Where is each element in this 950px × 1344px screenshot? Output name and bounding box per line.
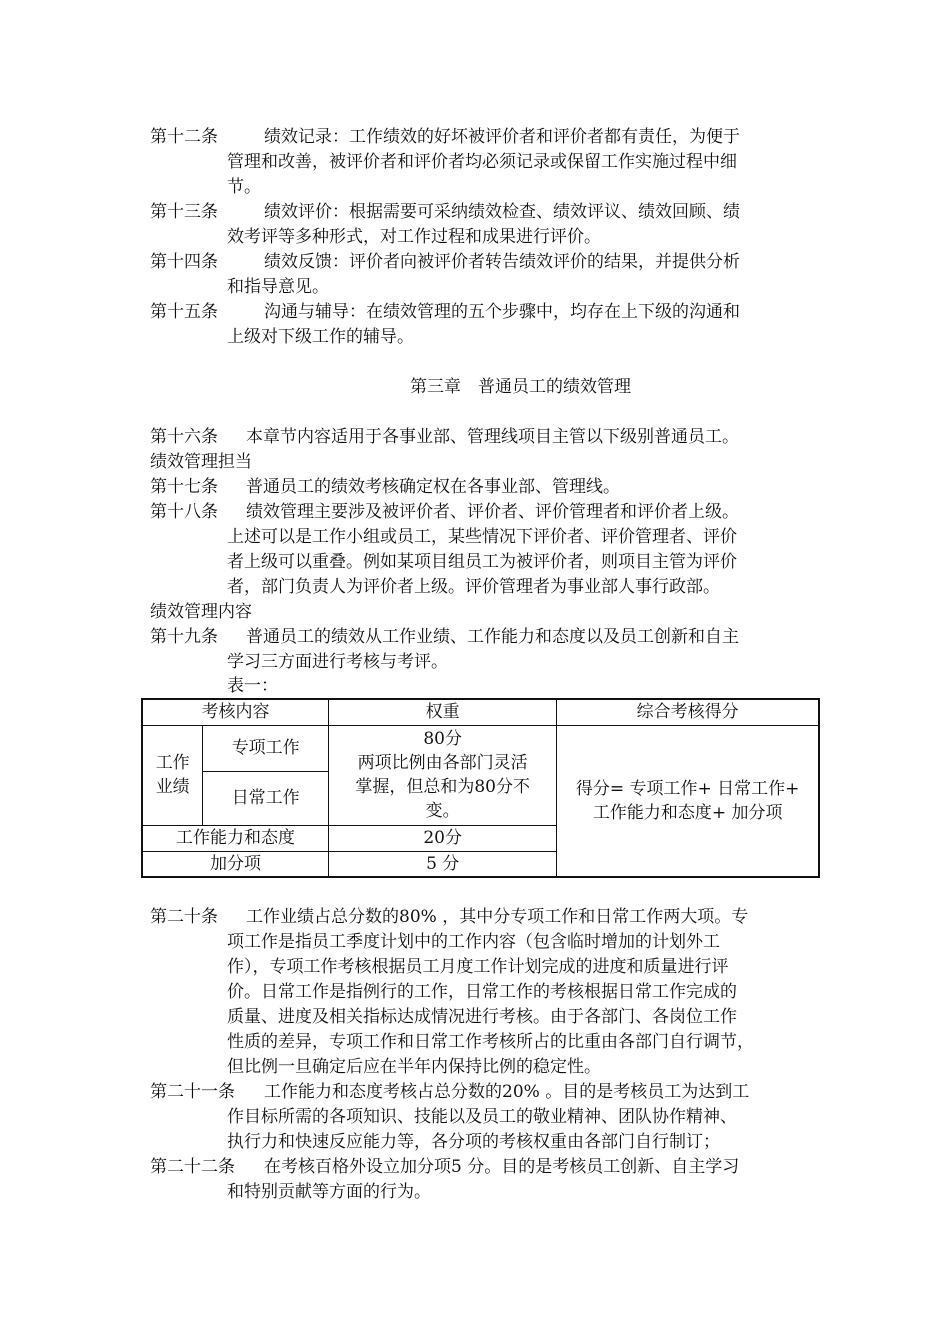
article-20-line-4: 价。日常工作是指例行的工作，日常工作的考核根据日常工作完成的 [227,982,737,1002]
article-20-label: 第二十条 [150,907,218,927]
article-15-label: 第十五条 [150,302,218,322]
section-heading-responsibility: 绩效管理担当 [150,452,252,472]
article-13-line-2: 效考评等多种形式，对工作过程和成果进行评价。 [227,227,601,247]
table-header-row [142,699,819,725]
article-20-line-1: 工作业绩占总分数的80% ，其中分专项工作和日常工作两大项。专 [246,907,749,927]
article-22-label: 第二十二条 [150,1157,235,1177]
article-20-line-7: 但比例一旦确定后应在半年内保持比例的稳定性。 [227,1057,601,1077]
article-14-line-2: 和指导意见。 [227,277,329,297]
article-18-label: 第十八条 [150,502,218,522]
chapter-title: 第三章 普通员工的绩效管理 [410,377,631,397]
cell-weight-ability: 20分 [329,825,557,851]
article-16-text: 本章节内容适用于各事业部、管理线项目主管以下级别普通员工。 [246,427,739,447]
article-20-line-2: 项工作是指员工季度计划中的工作内容（包含临时增加的计划外工 [227,932,720,952]
article-13-label: 第十三条 [150,202,218,222]
article-15-line-2: 上级对下级工作的辅导。 [227,327,414,347]
section-heading-content: 绩效管理内容 [150,602,252,622]
article-18-line-3: 者上级可以重叠。例如某项目组员工为被评价者，则项目主管为评价 [227,552,737,572]
article-18-line-4: 者，部门负责人为评价者上级。评价管理者为事业部人事行政部。 [227,577,720,597]
cell-weight-bonus: 5 分 [329,851,557,877]
article-18-line-1: 绩效管理主要涉及被评价者、评价者、评价管理者和评价者上级。 [246,502,739,522]
article-12-line-1: 绩效记录：工作绩效的好坏被评价者和评价者都有责任，为便于 [264,127,740,147]
article-13-line-1: 绩效评价：根据需要可采纳绩效检查、绩效评议、绩效回顾、绩 [264,202,740,222]
article-19-line-1: 普通员工的绩效从工作业绩、工作能力和态度以及员工创新和自主 [246,627,739,647]
article-20-line-3: 作），专项工作考核根据员工月度工作计划完成的进度和质量进行评 [227,957,729,977]
article-18-line-2: 上述可以是工作小组或员工，某些情况下评价者、评价管理者、评价 [227,527,737,547]
article-12-line-2: 管理和改善，被评价者和评价者均必须记录或保留工作实施过程中细 [227,152,737,172]
cell-special-work: 专项工作 [203,725,329,771]
article-22-line-1: 在考核百格外设立加分项5 分。目的是考核员工创新、自主学习 [264,1157,740,1177]
article-19-line-2: 学习三方面进行考核与考评。 [227,652,448,672]
table-caption: 表一： [227,676,278,696]
cell-bonus: 加分项 [142,851,329,877]
group-work-performance: 工作 业绩 [142,725,203,825]
article-17-label: 第十七条 [150,477,218,497]
header-weight: 权重 [329,699,557,725]
article-17-text: 普通员工的绩效考核确定权在各事业部、管理线。 [246,477,620,497]
article-20-line-5: 质量、进度及相关指标达成情况进行考核。由于各部门、各岗位工作 [227,1007,737,1027]
article-22-line-2: 和特别贡献等方面的行为。 [227,1182,431,1202]
header-content: 考核内容 [142,699,329,725]
article-12-label: 第十二条 [150,127,218,147]
article-14-line-1: 绩效反馈：评价者向被评价者转告绩效评价的结果，并提供分析 [264,252,740,272]
article-21-label: 第二十一条 [150,1082,235,1102]
article-20-line-6: 性质的差异，专项工作和日常工作考核所占的比重由各部门自行调节， [227,1032,754,1052]
cell-daily-work: 日常工作 [203,771,329,825]
article-19-label: 第十九条 [150,627,218,647]
article-21-line-3: 执行力和快速反应能力等，各分项的考核权重由各部门自行制订； [227,1132,720,1152]
cell-weight-performance: 80分 两项比例由各部门灵活 掌握，但总和为80分不 变。 [329,725,557,825]
assessment-table [141,698,820,878]
article-21-line-1: 工作能力和态度考核占总分数的20% 。目的是考核员工为达到工 [264,1082,750,1102]
header-score: 综合考核得分 [557,699,819,725]
article-14-label: 第十四条 [150,252,218,272]
article-12-line-3: 节。 [227,177,261,197]
cell-score-formula: 得分= 专项工作+ 日常工作+ 工作能力和态度+ 加分项 [557,725,819,877]
article-16-label: 第十六条 [150,427,218,447]
article-15-line-1: 沟通与辅导：在绩效管理的五个步骤中，均存在上下级的沟通和 [264,302,740,322]
article-21-line-2: 作目标所需的各项知识、技能以及员工的敬业精神、团队协作精神、 [227,1107,737,1127]
cell-ability-attitude: 工作能力和态度 [142,825,329,851]
table-row [142,725,819,771]
